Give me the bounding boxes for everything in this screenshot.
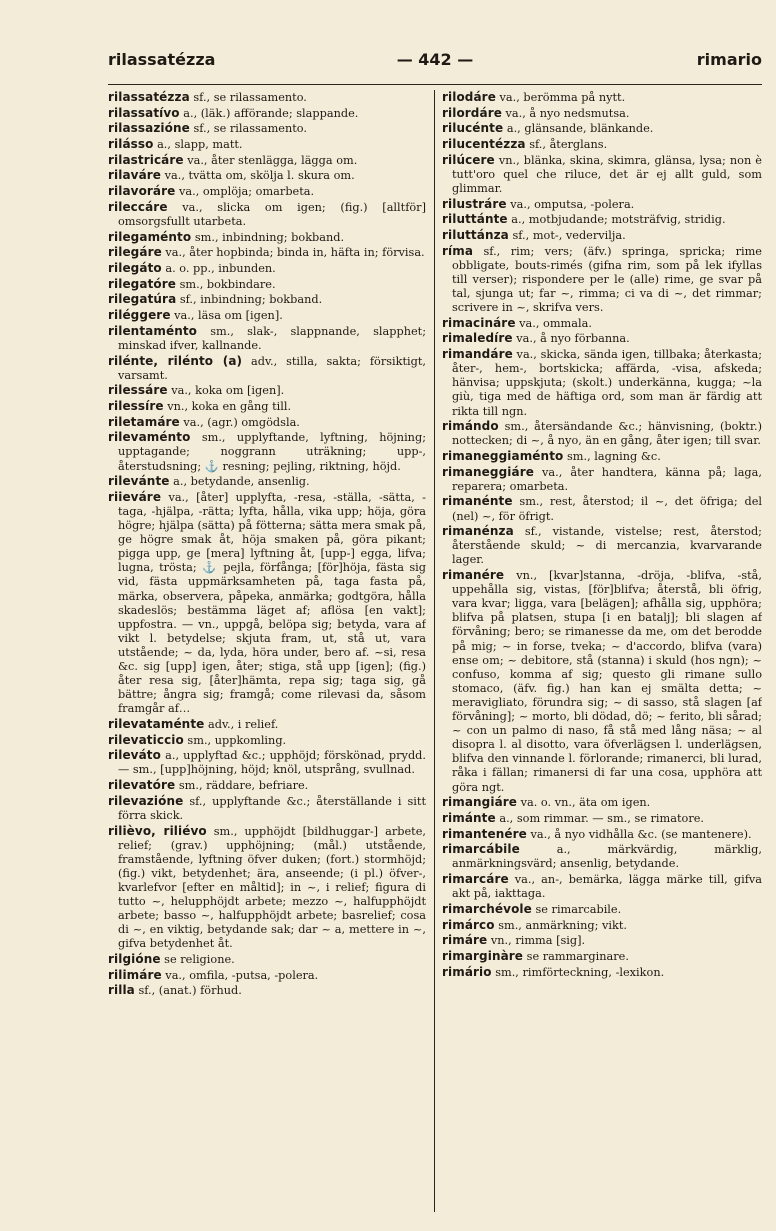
entry-headword: rilassatézza bbox=[108, 90, 190, 104]
dictionary-entry bbox=[442, 568, 762, 795]
dictionary-entry bbox=[442, 827, 762, 842]
entry-definition: sf., återglans. bbox=[525, 138, 608, 152]
entry-definition: va., koka om [igen]. bbox=[167, 384, 285, 398]
dictionary-entry bbox=[108, 383, 426, 398]
entry-definition: va., tvätta om, skölja l. skura om. bbox=[161, 169, 355, 183]
dictionary-entry bbox=[442, 918, 762, 933]
entry-headword: rilegáre bbox=[108, 245, 162, 260]
dictionary-entry bbox=[108, 184, 426, 199]
entry-definition: va., slicka om igen; (fig.) [alltför] omsorgsfullt utarbeta. bbox=[118, 200, 426, 228]
entry-definition: sf., se rilassamento. bbox=[189, 122, 307, 136]
entry-headword: rilastricáre bbox=[108, 152, 184, 167]
entry-definition: va., å nyo nedsmutsa. bbox=[501, 106, 630, 120]
entry-definition: se rammarginare. bbox=[523, 949, 629, 963]
entry-headword: rilúcere bbox=[442, 152, 495, 167]
entry-definition: a., betydande, ansenlig. bbox=[169, 475, 310, 489]
entry-definition: a., märkvärdig, märklig, anmärkningsvärd; ansenlig, betydande. bbox=[452, 843, 762, 871]
entry-definition: se rimarcabile. bbox=[531, 902, 622, 916]
dictionary-entry bbox=[108, 292, 426, 307]
entry-definition: sf., vistande, vistelse; rest, återstod; återstående skuld; ~ di mercanzia, kvarvarande lager. bbox=[452, 525, 762, 567]
dictionary-entry bbox=[442, 795, 762, 810]
dictionary-entry bbox=[108, 168, 426, 183]
entry-definition: sf., upplyftande &c.; återställande i sitt förra skick. bbox=[118, 794, 426, 822]
entry-definition: va., [åter] upplyfta, -resa, -ställa, -sätta, -taga, -hjälpa, -rätta; lyfta, hålla, vika upp; höja, göra högre; hjälpa (sätta) på fötterna; sätta mera smak på, ge högre smak åt, höja smaken på, göra pikant; pigga upp, ge [mera] lyftning åt, [upp-] egga, lifva; lugna, trösta; ⚓ pejla, förfånga; [för]höja, fästa sig vid, fästa uppmärksamheten på, taga fasta på, märka, observera, påpeka, anmärka; godtgöra, hålla skadeslös; bestämma läget af; aflösa [en vakt]; uppfostra. — vn., uppgå, belöpa sig; betyda, vara af vikt l. betydelse; skjuta fram, ut, stå ut, vara utstående; ~ da, lyda, höra under, bero af. ~si, resa &c. sig [upp] igen, åter; stiga, stå upp [igen]; (fig.) åter resa sig, [åter]hämta, repa sig; taga sig, gå bättre; ångra sig; framgå; come rilevasi da, såsom framgår af… bbox=[118, 490, 426, 716]
dictionary-entry bbox=[442, 933, 762, 948]
entry-headword: riieváre bbox=[108, 489, 162, 504]
entry-headword: rimáre bbox=[442, 933, 488, 948]
entry-headword: rilevaménto bbox=[108, 430, 191, 445]
entry-headword: rilásso bbox=[108, 137, 154, 152]
dictionary-entry bbox=[108, 106, 426, 121]
entry-definition: va., å nyo vidhålla &c. (se mantenere). bbox=[526, 827, 752, 841]
entry-definition: vn., koka en gång till. bbox=[163, 399, 292, 413]
dictionary-entry bbox=[108, 324, 426, 353]
entry-headword: rilaváre bbox=[108, 168, 162, 183]
dictionary-entry bbox=[108, 474, 426, 489]
dictionary-entry bbox=[108, 748, 426, 777]
entry-headword: rilgióne bbox=[108, 952, 161, 967]
dictionary-entry bbox=[108, 430, 426, 473]
entry-definition: sm., upphöjdt [bildhuggar-] arbete, relief; (grav.) upphöjning; (mål.) utstående, framstående, lyftning öfver duken; (fort.) stormhöjd; (fig.) vikt, betydenhet; ära, anseende; (i pl.) öfver-, kvarlefvor [efter en måltid]; in ~, i relief; figura di tutto ~, helupphöjdt arbete; mezzo ~, halfupphöjdt arbete; basso ~, halfupphöjdt arbete; basrelief; cosa di ~, en viktig, betydande sak; dar ~ a, mettere in ~, gifva betydenhet åt. bbox=[118, 824, 426, 951]
entry-definition: vn., rimma [sig]. bbox=[487, 934, 586, 948]
dictionary-entry bbox=[108, 308, 426, 323]
dictionary-entry bbox=[108, 952, 426, 967]
entry-headword: rimangiáre bbox=[442, 795, 518, 810]
column-divider bbox=[434, 90, 435, 1212]
entry-headword: rilevánte bbox=[108, 474, 170, 489]
dictionary-entry bbox=[108, 415, 426, 430]
dictionary-entry bbox=[442, 197, 762, 212]
entry-headword: rimário bbox=[442, 964, 492, 979]
entry-definition: va., omputsa, -polera. bbox=[506, 197, 635, 211]
entry-headword: rilustráre bbox=[442, 196, 507, 211]
entry-definition: va. o. vn., äta om igen. bbox=[517, 796, 651, 810]
dictionary-entry bbox=[108, 200, 426, 229]
dictionary-entry bbox=[108, 153, 426, 168]
entry-definition: sm., räddare, befriare. bbox=[175, 779, 309, 793]
entry-headword: rilevataménte bbox=[108, 717, 205, 731]
dictionary-entry bbox=[108, 983, 426, 998]
entry-headword: rileccáre bbox=[108, 199, 168, 214]
left-column bbox=[108, 90, 426, 1215]
entry-definition: sm., bokbindare. bbox=[176, 277, 276, 291]
entry-headword: rimánte bbox=[442, 810, 496, 825]
entry-headword: rimanénte bbox=[442, 494, 513, 509]
entry-headword: rimaneggiaménto bbox=[442, 448, 564, 463]
dictionary-entry bbox=[108, 794, 426, 823]
entry-definition: va., åter stenlägga, lägga om. bbox=[183, 153, 358, 167]
entry-definition: sm., anmärkning; vikt. bbox=[494, 918, 627, 932]
page-header bbox=[108, 50, 762, 76]
entry-definition: vn., [kvar]stanna, -dröja, -blifva, -stå, uppehålla sig, vistas, [för]blifva; återstå, bli öfrig, vara kvar; ligga, vara [belägen]; afhålla sig, upphöra; blifva på platsen, stupa [i en batalj]; bli slagen af förvåning; bero; se rimanesse da me, om det berodde på mig; ~ in forse, tveka; ~ d'accordo, blifva (vara) ense om; ~ debitore, stå (stanna) i skuld (hos ngn); ~ confuso, komma af sig; questo gli rimane sullo stomaco, (äfv. fig.) han kan ej smälta detta; ~ meravigliato, förundra sig; ~ di sasso, stå slagen [af förvåning]; ~ morto, bli dödad, dö; ~ ferito, bli sårad; ~ con un palmo di naso, få stå med lång näsa; ~ al disopra l. al disotto, vara öfverlägsen l. underlägsen, blifva den vinnande l. förlorande; rimanerci, bli lurad, råka i fällan; rimanersi di far una cosa, upphöra att göra ngt. bbox=[452, 569, 762, 794]
entry-definition: a., motbjudande; motsträfvig, stridig. bbox=[507, 213, 726, 227]
entry-headword: rilavoráre bbox=[108, 184, 176, 199]
dictionary-entry bbox=[442, 811, 762, 826]
dictionary-entry bbox=[442, 347, 762, 418]
entry-definition: va., åter handtera, känna på; laga, reparera; omarbeta. bbox=[452, 465, 762, 493]
entry-headword: rilentaménto bbox=[108, 323, 198, 338]
dictionary-entry bbox=[442, 949, 762, 964]
entry-headword: rilegatúra bbox=[108, 292, 177, 307]
header-guide-word-right: rimario bbox=[696, 50, 762, 69]
header-rule bbox=[108, 84, 762, 85]
dictionary-entry bbox=[442, 316, 762, 331]
dictionary-entry bbox=[442, 842, 762, 871]
entry-headword: riléggere bbox=[108, 308, 171, 323]
entry-definition: sm., uppkomling. bbox=[183, 733, 287, 747]
dictionary-entry bbox=[108, 733, 426, 748]
entry-headword: rimanénza bbox=[442, 524, 514, 539]
entry-definition: va., läsa om [igen]. bbox=[170, 309, 283, 323]
entry-headword: riluttánte bbox=[442, 212, 508, 227]
dictionary-entry bbox=[442, 494, 762, 523]
entry-headword: rilodáre bbox=[442, 90, 496, 104]
dictionary-entry bbox=[442, 965, 762, 980]
dictionary-entry bbox=[108, 490, 426, 717]
dictionary-entry bbox=[442, 244, 762, 315]
entry-headword: riluttánza bbox=[442, 228, 509, 242]
entry-definition: vn., blänka, skina, skimra, glänsa, lysa; non è tutt'oro quel che riluce, det är ej allt guld, som glimmar. bbox=[452, 153, 762, 195]
entry-headword: rimantenére bbox=[442, 826, 527, 841]
entry-definition: adv., i relief. bbox=[204, 718, 279, 731]
entry-headword: rimarginàre bbox=[442, 948, 524, 963]
dictionary-entry bbox=[442, 106, 762, 121]
entry-headword: rimándo bbox=[442, 419, 499, 434]
entry-definition: a., som rimmar. — sm., se rimatore. bbox=[495, 811, 705, 825]
entry-definition: a., slapp, matt. bbox=[153, 138, 243, 152]
entry-definition: va., skicka, sända igen, tillbaka; återkasta; åter-, hem-, bortskicka; affärda, -visa, afskeda; hänvisa; uppskjuta; (skolt.) underkänna, kugga; ~la giù, tiga med de häftiga ord, som man är färdig att rikta till ngn. bbox=[452, 348, 762, 418]
entry-headword: riletamáre bbox=[108, 414, 180, 429]
entry-definition: sm., upplyftande, lyftning, höjning; upptagande; noggrann uträkning; upp-, återstudsning; ⚓ resning; pejling, riktning, höjd. bbox=[118, 431, 426, 473]
entry-definition: sf., inbindning; bokband. bbox=[176, 293, 323, 307]
entry-definition: a., upplyftad &c.; upphöjd; förskönad, prydd. — sm., [upp]höjning, höjd; knöl, utsprång, svullnad. bbox=[118, 749, 426, 777]
entry-definition: sf., rim; vers; (äfv.) springa, spricka; rime obbligate, bouts-rimés (gifna rim, som på lek ifyllas till verser); rispondere per le (alle) rime, ge svar på tal, sjunga ut; far ~, rimma; ci va di ~, det rimmar; scrivere in ~, skrifva vers. bbox=[452, 244, 762, 315]
dictionary-entry bbox=[108, 778, 426, 793]
entry-headword: rimarcábile bbox=[442, 842, 520, 857]
entry-definition: va., åter hopbinda; binda in, häfta in; förvisa. bbox=[161, 246, 425, 260]
entry-headword: rilegatóre bbox=[108, 276, 177, 291]
dictionary-entry bbox=[442, 153, 762, 196]
entry-definition: va., berömma på nytt. bbox=[495, 91, 626, 104]
entry-headword: ríma bbox=[442, 243, 474, 258]
dictionary-entry bbox=[108, 230, 426, 245]
entry-definition: sm., återsändande &c.; hänvisning, (boktr.) nottecken; di ~, å nyo, än en gång, åter igen; till svar. bbox=[452, 420, 762, 448]
dictionary-entry bbox=[108, 354, 426, 383]
dictionary-entry bbox=[108, 399, 426, 414]
entry-definition: sm., inbindning; bokband. bbox=[191, 230, 345, 244]
entry-headword: rilla bbox=[108, 983, 135, 998]
entry-definition: adv., stilla, sakta; försiktigt, varsamt. bbox=[118, 354, 426, 382]
dictionary-entry bbox=[442, 449, 762, 464]
dictionary-entry bbox=[442, 902, 762, 917]
entry-headword: rilordáre bbox=[442, 105, 502, 120]
entry-definition: sf., mot-, vedervilja. bbox=[508, 229, 626, 242]
dictionary-entry bbox=[442, 331, 762, 346]
dictionary-entry bbox=[108, 137, 426, 152]
entry-definition: va., an-, bemärka, lägga märke till, gifva akt på, iakttaga. bbox=[452, 873, 762, 901]
dictionary-entry bbox=[108, 245, 426, 260]
entry-definition: va., (agr.) omgödsla. bbox=[179, 415, 300, 429]
dictionary-entry bbox=[442, 90, 762, 105]
entry-headword: rilimáre bbox=[108, 967, 162, 982]
entry-definition: sm., slak-, slappnande, slapphet; minskad ifver, kallnande. bbox=[118, 324, 426, 352]
entry-definition: sm., rimförteckning, -lexikon. bbox=[491, 965, 665, 979]
page-number: — 442 — bbox=[396, 50, 474, 69]
entry-headword: rimaledíre bbox=[442, 331, 513, 346]
dictionary-entry bbox=[442, 212, 762, 227]
entry-definition: sm., lagning &c. bbox=[563, 449, 661, 463]
entry-definition: va., å nyo förbanna. bbox=[512, 332, 630, 346]
entry-definition: va., omfila, -putsa, -polera. bbox=[161, 968, 319, 982]
entry-headword: rimaneggiáre bbox=[442, 464, 534, 479]
dictionary-entry bbox=[442, 524, 762, 567]
entry-headword: rilassazióne bbox=[108, 121, 190, 136]
dictionary-entry bbox=[108, 121, 426, 136]
entry-definition: a. o. pp., inbunden. bbox=[161, 261, 276, 275]
entry-definition: sm., rest, återstod; il ~, det öfriga; del (nel) ~, för öfrigt. bbox=[452, 495, 762, 523]
entry-definition: sf., se rilassamento. bbox=[189, 91, 307, 104]
entry-headword: rilessáre bbox=[108, 383, 168, 398]
entry-definition: se religione. bbox=[160, 953, 235, 967]
entry-headword: rimanére bbox=[442, 568, 505, 583]
entry-headword: rilièvo, riliévo bbox=[108, 823, 207, 838]
dictionary-entry bbox=[442, 419, 762, 448]
entry-headword: rilessíre bbox=[108, 398, 164, 413]
entry-definition: a., (läk.) afförande; slappande. bbox=[179, 106, 359, 120]
entry-headword: rilegaménto bbox=[108, 229, 192, 244]
entry-headword: rimacináre bbox=[442, 315, 516, 330]
entry-headword: rilucénte bbox=[442, 121, 504, 136]
entry-headword: rilegáto bbox=[108, 260, 162, 275]
entry-headword: rilevaticcio bbox=[108, 732, 184, 747]
entry-headword: rilevatóre bbox=[108, 778, 176, 793]
dictionary-entry bbox=[442, 137, 762, 152]
entry-headword: rilevazióne bbox=[108, 793, 184, 808]
entry-headword: rimárco bbox=[442, 917, 495, 932]
dictionary-entry bbox=[108, 717, 426, 732]
entry-headword: rilassatívo bbox=[108, 105, 180, 120]
entry-definition: va., omplöja; omarbeta. bbox=[175, 185, 315, 199]
dictionary-entry bbox=[108, 277, 426, 292]
entry-headword: rilucentézza bbox=[442, 137, 526, 152]
dictionary-entry bbox=[442, 872, 762, 901]
dictionary-entry bbox=[108, 968, 426, 983]
entry-headword: rimarchévole bbox=[442, 901, 532, 916]
header-guide-word-left: rilassatézza bbox=[108, 50, 216, 69]
dictionary-entry bbox=[108, 90, 426, 105]
entry-definition: sf., (anat.) förhud. bbox=[134, 984, 242, 998]
entry-headword: rimarcáre bbox=[442, 872, 509, 887]
dictionary-entry bbox=[442, 228, 762, 243]
entry-headword: rilénte, rilénto (a) bbox=[108, 353, 243, 368]
entry-definition: a., glänsande, blänkande. bbox=[503, 122, 654, 136]
dictionary-entry bbox=[442, 121, 762, 136]
right-column bbox=[442, 90, 762, 1215]
dictionary-entry bbox=[108, 261, 426, 276]
entry-definition: va., ommala. bbox=[515, 316, 592, 330]
entry-headword: rileváto bbox=[108, 748, 161, 763]
dictionary-entry bbox=[108, 824, 426, 952]
entry-headword: rimandáre bbox=[442, 347, 513, 362]
dictionary-entry bbox=[442, 465, 762, 494]
